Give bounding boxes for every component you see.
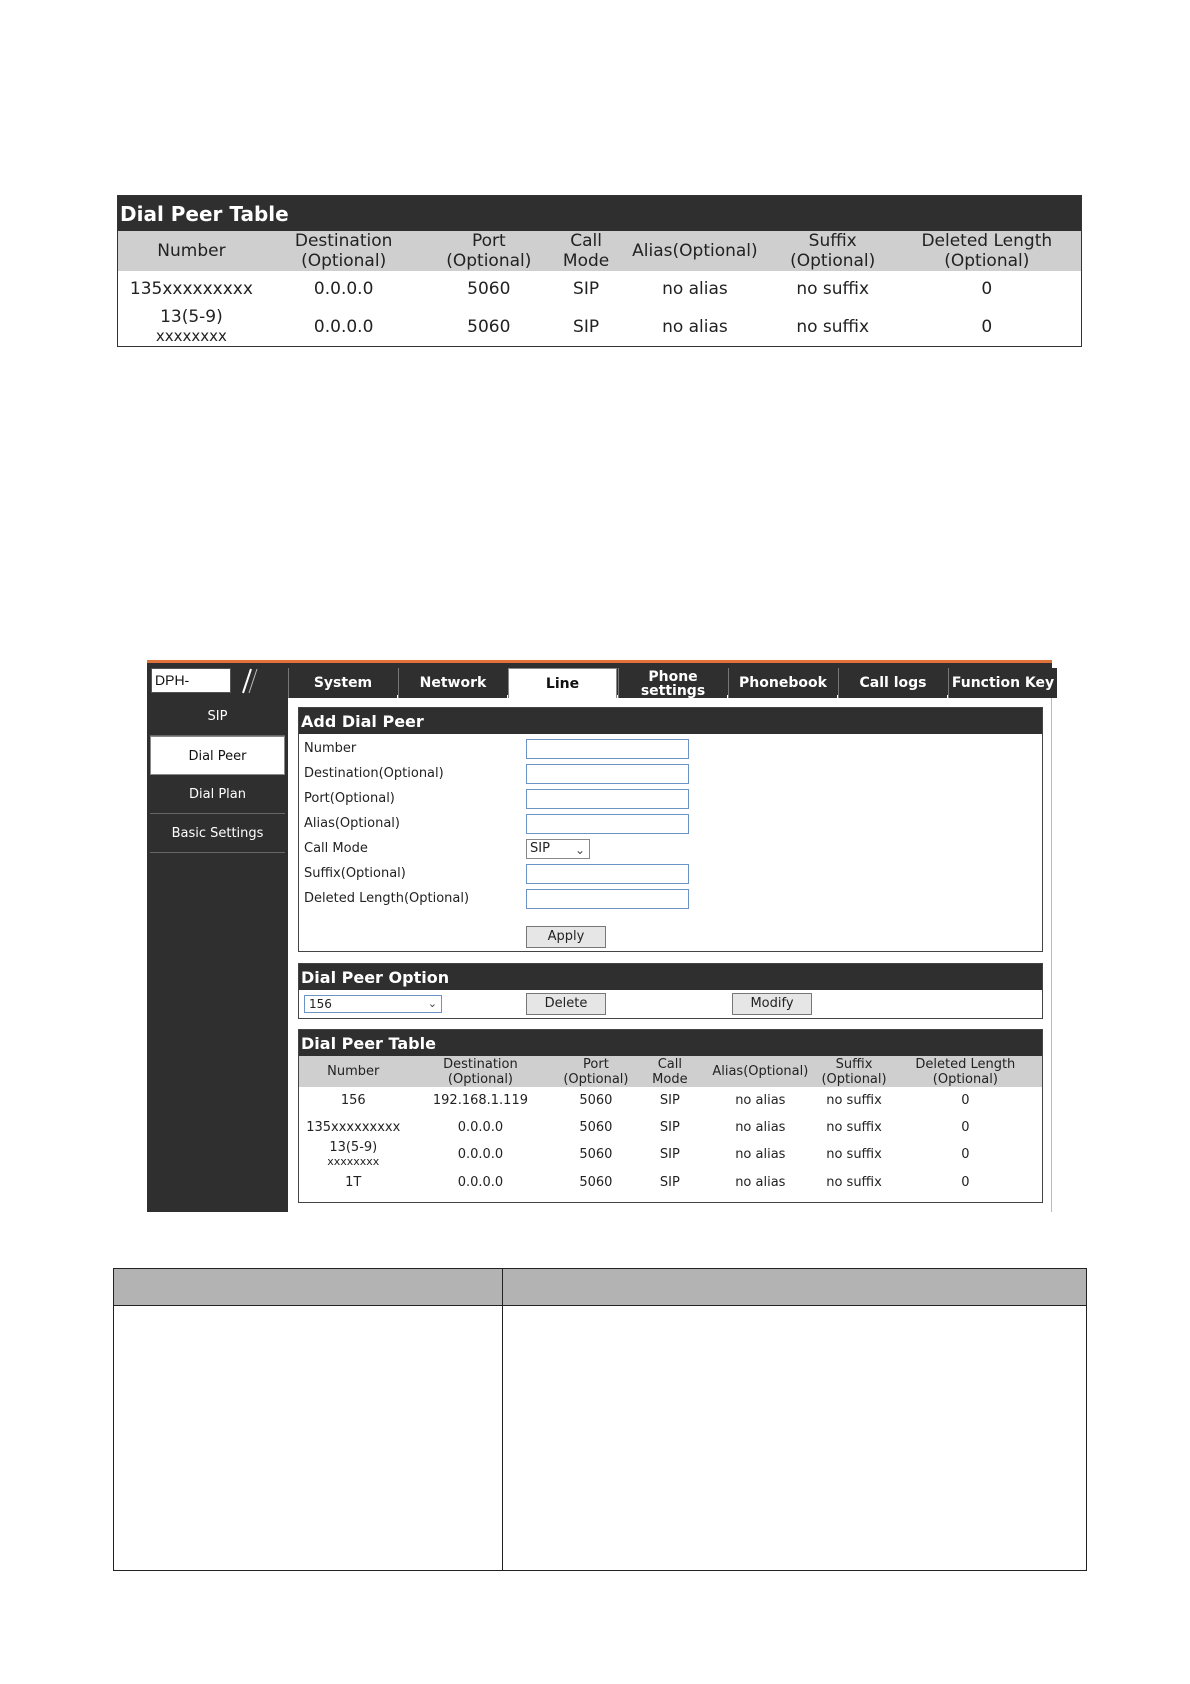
top-table-header-row	[118, 231, 1081, 271]
tab-phonebook[interactable]	[728, 668, 837, 698]
tab-function-key[interactable]	[948, 668, 1057, 698]
delete-button[interactable]: Delete	[526, 993, 606, 1015]
text-line: 1T	[345, 1174, 362, 1190]
call-mode-select[interactable]	[526, 839, 590, 859]
dial-peer-table-header-row	[299, 1056, 1042, 1087]
text-line: Suffix	[835, 1056, 873, 1072]
table-row	[299, 1141, 1042, 1169]
text-line: 13(5-9)	[160, 307, 223, 327]
column-header	[889, 1056, 1042, 1087]
sidebar-item-basic-settings[interactable]: Basic Settings	[150, 814, 285, 853]
text-line: (Optional)	[790, 251, 876, 271]
field-label: Number	[304, 741, 357, 756]
sidebar-menu	[147, 695, 288, 1212]
form-row	[299, 761, 1042, 786]
form-row	[299, 786, 1042, 811]
column-header	[555, 231, 617, 271]
deleted-length-cell: 0	[961, 1119, 970, 1135]
table-row	[118, 271, 1081, 308]
text-line: Call	[570, 231, 602, 251]
text-line: Mode	[652, 1071, 688, 1087]
column-header	[893, 231, 1081, 271]
deleted-length-cell: 0	[961, 1174, 970, 1190]
column-header	[408, 1056, 554, 1087]
alias-cell: no alias	[735, 1092, 786, 1108]
dial-peer-option-panel	[298, 963, 1043, 1019]
tab-line[interactable]	[508, 668, 617, 698]
column-header	[773, 231, 893, 271]
column-header	[299, 1056, 408, 1087]
text-line: (Optional)	[932, 1071, 998, 1087]
port-cell: 5060	[579, 1119, 613, 1135]
text-line: settings	[640, 683, 706, 699]
sidebar-item-dial-peer[interactable]: Dial Peer	[150, 736, 285, 775]
alias-cell: no alias	[662, 279, 728, 299]
alias-cell: no alias	[735, 1119, 786, 1135]
field-label: Suffix(Optional)	[304, 866, 406, 881]
top-dial-peer-table	[117, 195, 1082, 347]
top-table-body	[118, 271, 1081, 346]
suffix-cell: no suffix	[796, 316, 870, 337]
text-line: xxxxxxxx	[327, 1155, 380, 1168]
deleted-length-cell: 0	[961, 1147, 970, 1162]
form-row	[299, 861, 1042, 886]
text-line: Call logs	[859, 675, 927, 691]
logo-slash-icon	[229, 667, 259, 695]
field-label: Deleted Length(Optional)	[304, 891, 470, 906]
dial-peer-table-grid	[299, 1056, 1042, 1196]
suffix-cell: no suffix	[796, 279, 870, 299]
dial-peer-table-title: Dial Peer Table	[299, 1030, 1042, 1056]
number-cell	[299, 1114, 408, 1141]
number-cell	[118, 308, 265, 346]
port-cell: 5060	[579, 1174, 613, 1190]
text-line: (Optional)	[447, 1071, 513, 1087]
chevron-down-icon: ⌄	[427, 997, 437, 1010]
top-table-title: Dial Peer Table	[118, 196, 1081, 231]
table-row	[299, 1169, 1042, 1196]
top-nav-bar	[147, 663, 1055, 699]
dial-peer-select-value: 156	[309, 997, 332, 1011]
call-mode-value: SIP	[530, 841, 550, 856]
text-line: (Optional)	[563, 1071, 629, 1087]
deleted-lengthoptional-input[interactable]	[526, 889, 689, 909]
text-line: 135xxxxxxxxx	[129, 279, 253, 299]
alias-cell: no alias	[735, 1147, 786, 1162]
destination-cell: 0.0.0.0	[457, 1119, 504, 1135]
top-table-grid	[118, 231, 1081, 346]
text-line: (Optional)	[301, 251, 387, 271]
column-header	[265, 231, 423, 271]
text-line: Deleted Length	[915, 1056, 1016, 1072]
alias-cell: no alias	[735, 1174, 786, 1190]
text-line: Alias(Optional)	[632, 241, 758, 261]
column-header	[819, 1056, 888, 1087]
column-header	[422, 231, 555, 271]
dial-peer-table-panel	[298, 1029, 1043, 1203]
text-line: Destination	[294, 231, 393, 251]
deleted-length-cell: 0	[961, 1092, 970, 1108]
suffix-cell: no suffix	[826, 1119, 882, 1135]
text-line: Port	[583, 1056, 609, 1072]
call-mode-cell: SIP	[659, 1174, 680, 1190]
number-input[interactable]	[526, 739, 689, 759]
text-line: Alias(Optional)	[712, 1064, 809, 1079]
text-line: Line	[545, 676, 580, 692]
number-cell	[118, 271, 265, 308]
add-dial-peer-title: Add Dial Peer	[299, 708, 1042, 734]
text-line: Mode	[562, 251, 610, 271]
deleted-length-cell: 0	[981, 316, 993, 337]
tab-network[interactable]	[398, 668, 507, 698]
main-nav-tabs	[288, 668, 1058, 698]
column-header	[118, 231, 265, 271]
text-line: Port	[471, 231, 506, 251]
dial-peer-option-title: Dial Peer Option	[299, 964, 1042, 990]
portoptional-input[interactable]	[526, 789, 689, 809]
modify-button[interactable]: Modify	[732, 993, 812, 1015]
form-row	[299, 736, 1042, 761]
port-cell: 5060	[467, 316, 511, 337]
model-logo: DPH-	[151, 668, 231, 693]
number-cell	[299, 1169, 408, 1196]
deleted-length-cell: 0	[981, 279, 993, 299]
text-line: (Optional)	[446, 251, 532, 271]
destination-cell: 0.0.0.0	[457, 1174, 504, 1190]
text-line: 135xxxxxxxxx	[306, 1119, 401, 1135]
text-line: Call	[657, 1056, 683, 1072]
tab-system[interactable]	[288, 668, 397, 698]
destinationoptional-input[interactable]	[526, 764, 689, 784]
add-dial-peer-form	[299, 734, 1042, 911]
text-line: 13(5-9)	[329, 1140, 378, 1155]
empty-table-header	[114, 1269, 1086, 1306]
form-row	[299, 886, 1042, 911]
call-mode-cell: SIP	[573, 316, 600, 337]
tab-phone-settings[interactable]	[618, 668, 727, 698]
number-cell	[299, 1141, 408, 1169]
table-row	[118, 308, 1081, 346]
suffixoptional-input[interactable]	[526, 864, 689, 884]
dial-peer-table-body	[299, 1087, 1042, 1196]
text-line: (Optional)	[944, 251, 1030, 271]
suffix-cell: no suffix	[826, 1092, 882, 1108]
apply-button[interactable]: Apply	[526, 926, 606, 948]
port-cell: 5060	[579, 1147, 613, 1162]
text-line: Destination	[443, 1056, 518, 1072]
empty-table-divider	[502, 1269, 503, 1570]
field-label: Call Mode	[304, 841, 368, 856]
field-label: Alias(Optional)	[304, 816, 400, 831]
alias-cell: no alias	[662, 316, 728, 337]
text-line: System	[313, 675, 373, 691]
column-header	[638, 1056, 701, 1087]
sidebar-item-dial-plan[interactable]: Dial Plan	[150, 775, 285, 814]
text-line: Function Key	[951, 675, 1055, 691]
call-mode-cell: SIP	[659, 1147, 680, 1162]
text-line: Network	[419, 675, 487, 691]
text-line: Number	[327, 1064, 380, 1079]
text-line: Phone	[648, 669, 698, 685]
column-header	[701, 1056, 819, 1087]
text-line: xxxxxxxx	[155, 327, 227, 345]
field-label: Port(Optional)	[304, 791, 395, 806]
table-row	[299, 1087, 1042, 1114]
form-row	[299, 811, 1042, 836]
device-web-ui	[147, 660, 1055, 1212]
text-line: Number	[157, 241, 226, 261]
add-dial-peer-panel	[298, 707, 1043, 952]
destination-cell: 0.0.0.0	[313, 279, 374, 299]
chevron-down-icon: ⌄	[574, 843, 585, 857]
text-line: 156	[340, 1092, 366, 1108]
call-mode-cell: SIP	[659, 1119, 680, 1135]
sidebar-item-sip[interactable]: SIP	[150, 697, 285, 736]
column-header	[553, 1056, 638, 1087]
call-mode-cell: SIP	[659, 1092, 680, 1108]
call-mode-cell: SIP	[573, 279, 600, 299]
destination-cell: 192.168.1.119	[432, 1092, 528, 1108]
port-cell: 5060	[579, 1092, 613, 1108]
suffix-cell: no suffix	[826, 1147, 882, 1162]
text-line: Deleted Length	[921, 231, 1053, 251]
field-label: Destination(Optional)	[304, 766, 444, 781]
text-line: Suffix	[808, 231, 857, 251]
text-line: (Optional)	[821, 1071, 887, 1087]
table-row	[299, 1114, 1042, 1141]
empty-parameter-table	[113, 1268, 1087, 1571]
text-line: Phonebook	[739, 675, 827, 691]
port-cell: 5060	[467, 279, 511, 299]
column-header	[617, 231, 773, 271]
aliasoptional-input[interactable]	[526, 814, 689, 834]
number-cell	[299, 1087, 408, 1114]
dial-peer-select[interactable]	[304, 995, 442, 1013]
destination-cell: 0.0.0.0	[457, 1147, 504, 1162]
destination-cell: 0.0.0.0	[313, 316, 374, 337]
form-row	[299, 836, 1042, 861]
suffix-cell: no suffix	[826, 1174, 882, 1190]
tab-call-logs[interactable]	[838, 668, 947, 698]
